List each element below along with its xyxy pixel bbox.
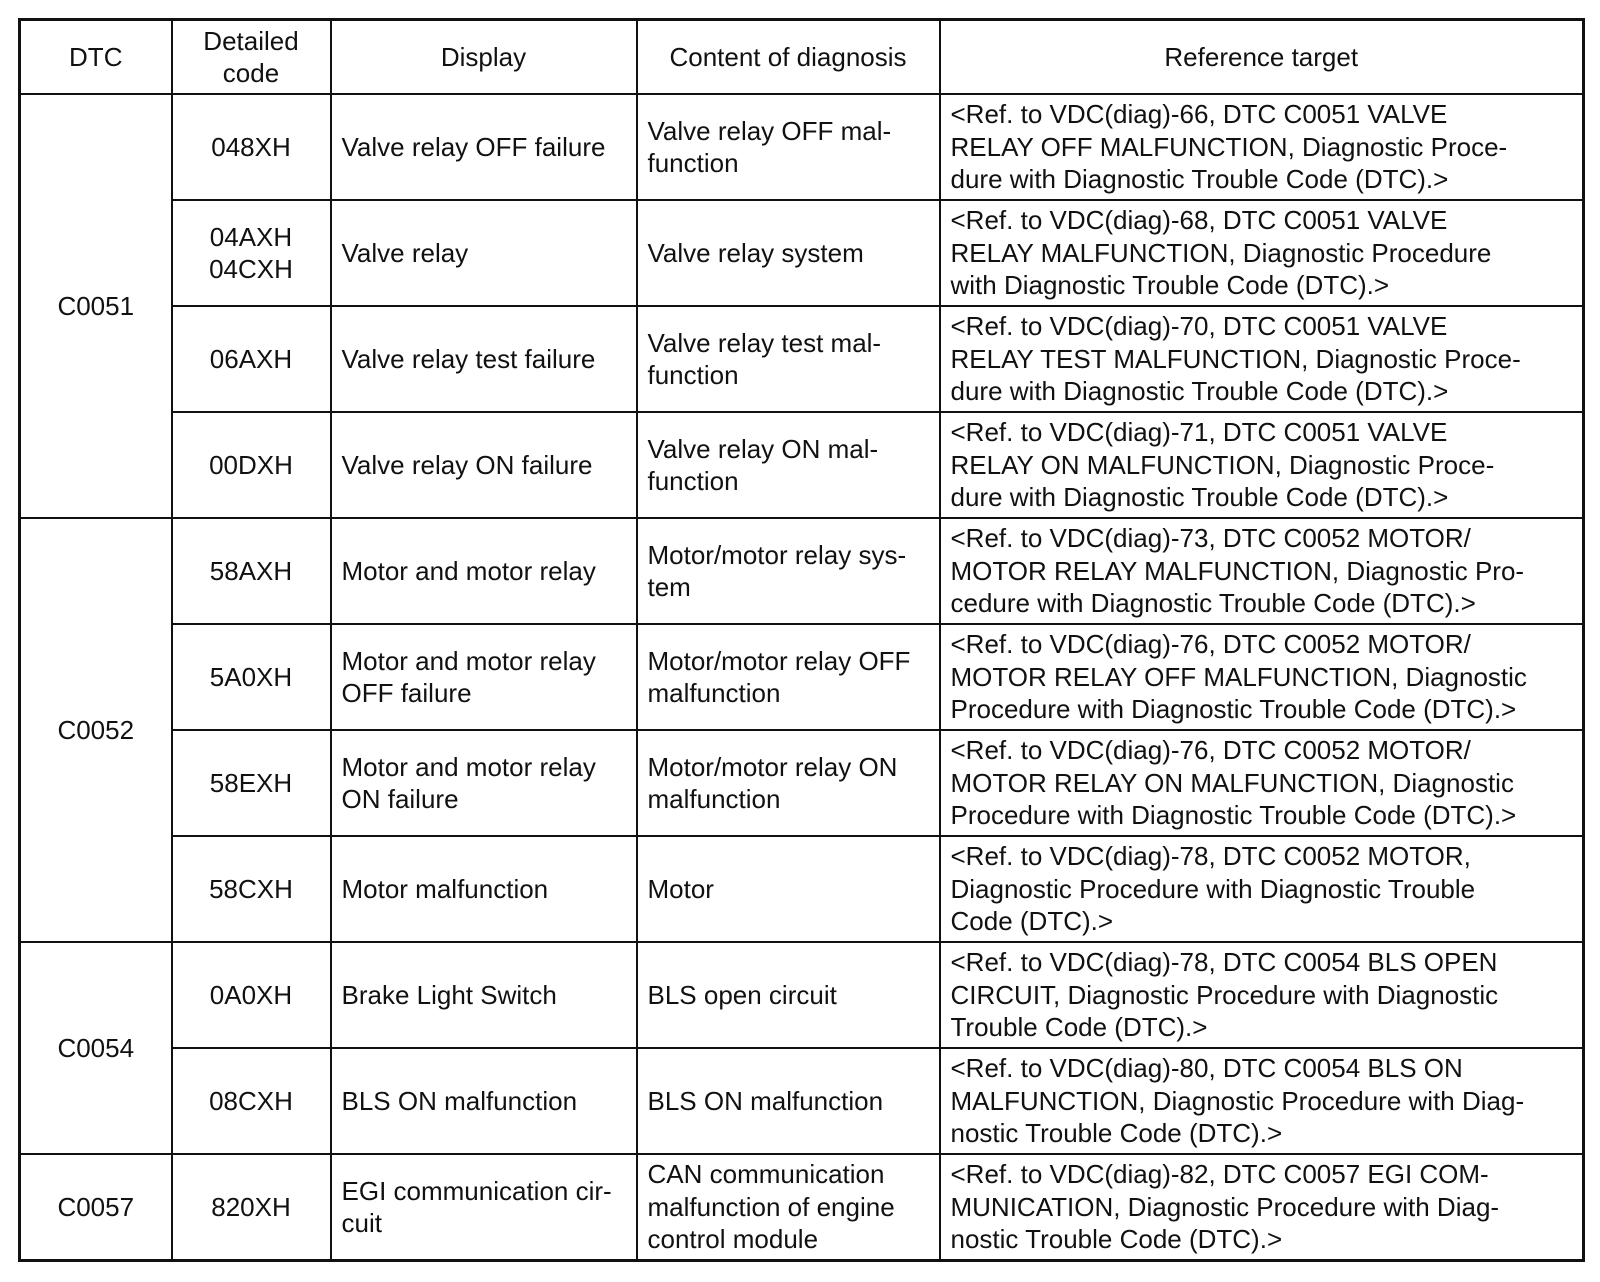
detailed-code-cell: 58CXH	[172, 836, 331, 942]
header-detailed-code: Detailed code	[172, 20, 331, 95]
detailed-code-cell: 58AXH	[172, 518, 331, 624]
detailed-code-cell: 04AXH 04CXH	[172, 200, 331, 306]
table-row	[20, 836, 1584, 942]
reference-cell: <Ref. to VDC(diag)-73, DTC C0052 MOTOR/ MOTOR RELAY MALFUNCTION, Diagnostic Pro- cedure with Diagnostic Trouble Code (DTC).>	[940, 518, 1584, 624]
table-row	[20, 624, 1584, 730]
header-content-of-diagnosis: Content of diagnosis	[637, 20, 940, 95]
table-row	[20, 942, 1584, 1048]
reference-cell: <Ref. to VDC(diag)-76, DTC C0052 MOTOR/ MOTOR RELAY ON MALFUNCTION, Diagnostic Procedure with Diagnostic Trouble Code (DTC).>	[940, 730, 1584, 836]
reference-cell: <Ref. to VDC(diag)-66, DTC C0051 VALVE RELAY OFF MALFUNCTION, Diagnostic Proce- dure with Diagnostic Trouble Code (DTC).>	[940, 94, 1584, 200]
detailed-code-cell: 820XH	[172, 1154, 331, 1261]
content-cell: BLS ON malfunction	[637, 1048, 940, 1154]
header-row	[20, 20, 1584, 95]
content-cell: Valve relay test mal- function	[637, 306, 940, 412]
reference-cell: <Ref. to VDC(diag)-70, DTC C0051 VALVE RELAY TEST MALFUNCTION, Diagnostic Proce- dure with Diagnostic Trouble Code (DTC).>	[940, 306, 1584, 412]
dtc-cell: C0051	[20, 94, 172, 518]
reference-cell: <Ref. to VDC(diag)-68, DTC C0051 VALVE RELAY MALFUNCTION, Diagnostic Procedure with Diagnostic Trouble Code (DTC).>	[940, 200, 1584, 306]
table-row	[20, 306, 1584, 412]
content-cell: Motor/motor relay sys- tem	[637, 518, 940, 624]
table-row	[20, 1154, 1584, 1261]
reference-cell: <Ref. to VDC(diag)-82, DTC C0057 EGI COM- MUNICATION, Diagnostic Procedure with Diag- nostic Trouble Code (DTC).>	[940, 1154, 1584, 1261]
content-cell: Motor/motor relay OFF malfunction	[637, 624, 940, 730]
header-dtc: DTC	[20, 20, 172, 95]
table-row	[20, 1048, 1584, 1154]
table-header	[20, 20, 1584, 95]
detailed-code-cell: 00DXH	[172, 412, 331, 518]
dtc-cell: C0054	[20, 942, 172, 1154]
detailed-code-cell: 06AXH	[172, 306, 331, 412]
reference-cell: <Ref. to VDC(diag)-78, DTC C0052 MOTOR, Diagnostic Procedure with Diagnostic Trouble Code (DTC).>	[940, 836, 1584, 942]
content-cell: Motor	[637, 836, 940, 942]
table-body	[20, 94, 1584, 1261]
table-row	[20, 94, 1584, 200]
content-cell: BLS open circuit	[637, 942, 940, 1048]
content-cell: Valve relay system	[637, 200, 940, 306]
display-cell: Motor and motor relay OFF failure	[331, 624, 637, 730]
display-cell: Motor and motor relay ON failure	[331, 730, 637, 836]
display-cell: Valve relay OFF failure	[331, 94, 637, 200]
display-cell: Motor malfunction	[331, 836, 637, 942]
display-cell: Brake Light Switch	[331, 942, 637, 1048]
display-cell: Valve relay	[331, 200, 637, 306]
detailed-code-cell: 0A0XH	[172, 942, 331, 1048]
reference-cell: <Ref. to VDC(diag)-78, DTC C0054 BLS OPEN CIRCUIT, Diagnostic Procedure with Diagnostic Trouble Code (DTC).>	[940, 942, 1584, 1048]
detailed-code-cell: 08CXH	[172, 1048, 331, 1154]
display-cell: Valve relay ON failure	[331, 412, 637, 518]
content-cell: Valve relay ON mal- function	[637, 412, 940, 518]
table-row	[20, 412, 1584, 518]
reference-cell: <Ref. to VDC(diag)-80, DTC C0054 BLS ON MALFUNCTION, Diagnostic Procedure with Diag- nostic Trouble Code (DTC).>	[940, 1048, 1584, 1154]
display-cell: EGI communication cir- cuit	[331, 1154, 637, 1261]
detailed-code-cell: 5A0XH	[172, 624, 331, 730]
content-cell: CAN communication malfunction of engine control module	[637, 1154, 940, 1261]
table-row	[20, 518, 1584, 624]
header-display: Display	[331, 20, 637, 95]
display-cell: Valve relay test failure	[331, 306, 637, 412]
display-cell: BLS ON malfunction	[331, 1048, 637, 1154]
table-row	[20, 200, 1584, 306]
display-cell: Motor and motor relay	[331, 518, 637, 624]
dtc-table	[18, 18, 1585, 1262]
header-reference-target: Reference target	[940, 20, 1584, 95]
dtc-cell: C0052	[20, 518, 172, 942]
table-row	[20, 730, 1584, 836]
detailed-code-cell: 58EXH	[172, 730, 331, 836]
reference-cell: <Ref. to VDC(diag)-71, DTC C0051 VALVE RELAY ON MALFUNCTION, Diagnostic Proce- dure with Diagnostic Trouble Code (DTC).>	[940, 412, 1584, 518]
reference-cell: <Ref. to VDC(diag)-76, DTC C0052 MOTOR/ MOTOR RELAY OFF MALFUNCTION, Diagnostic Procedure with Diagnostic Trouble Code (DTC).>	[940, 624, 1584, 730]
detailed-code-cell: 048XH	[172, 94, 331, 200]
content-cell: Valve relay OFF mal- function	[637, 94, 940, 200]
dtc-cell: C0057	[20, 1154, 172, 1261]
content-cell: Motor/motor relay ON malfunction	[637, 730, 940, 836]
